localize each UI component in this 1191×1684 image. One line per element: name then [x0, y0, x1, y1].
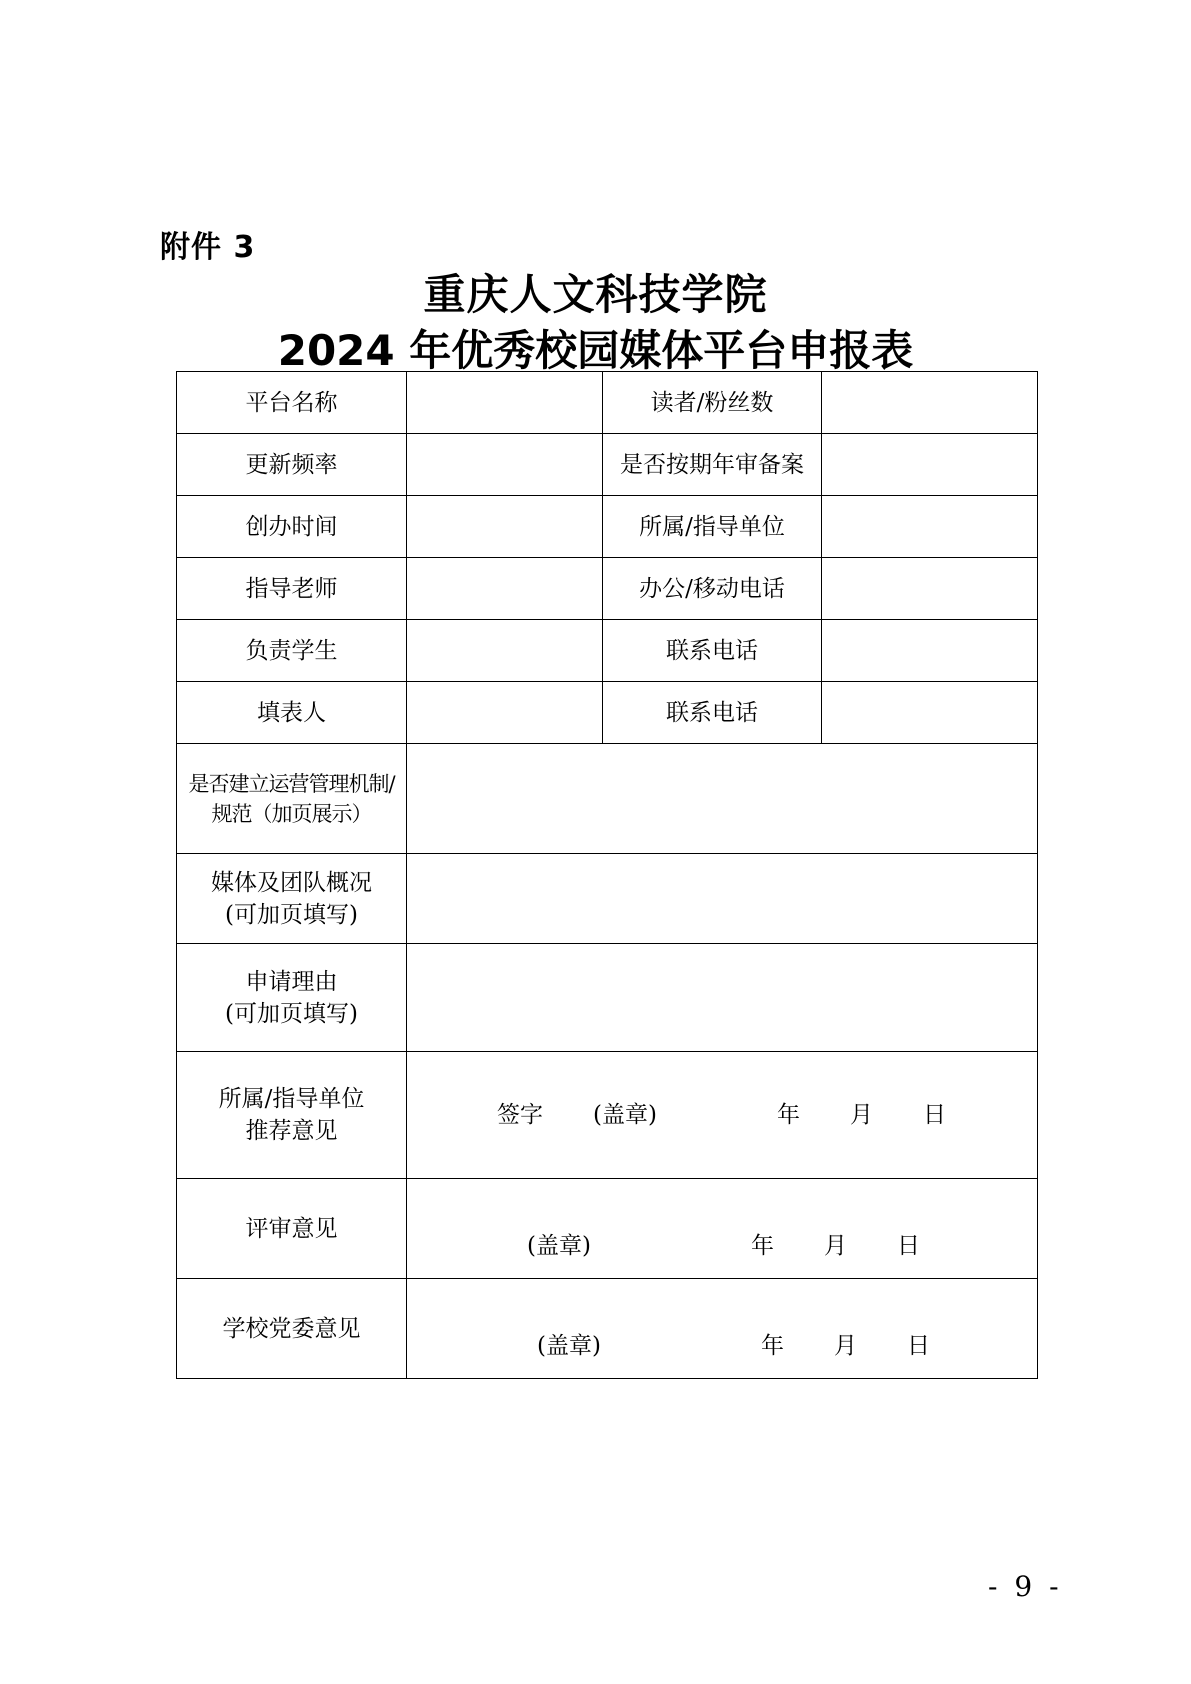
right-label: 联系电话: [603, 682, 822, 744]
unit-opinion-label: [177, 1052, 407, 1179]
mechanism-label-line1: 是否建立运营管理机制/: [188, 771, 395, 796]
reason-label-line2: (可加页填写): [225, 1000, 358, 1027]
unit-opinion-label-line2: 推荐意见: [245, 1118, 338, 1144]
party-year-label: 年: [760, 1333, 784, 1359]
left-label: 创办时间: [177, 496, 407, 558]
right-label: 办公/移动电话: [603, 558, 822, 620]
review-year-label: 年: [750, 1233, 774, 1259]
mechanism-row: [177, 744, 1038, 854]
review-month-label: 月: [823, 1233, 847, 1259]
overview-label-line1: 媒体及团队概况: [211, 869, 372, 896]
right-label: 是否按期年审备案: [603, 434, 822, 496]
unit-opinion-field[interactable]: [407, 1052, 1038, 1179]
unit-opinion-label-line1: 所属/指导单位: [218, 1086, 365, 1112]
right-value[interactable]: [822, 620, 1038, 682]
left-value[interactable]: [407, 558, 603, 620]
left-value[interactable]: [407, 496, 603, 558]
unit-seal-label: (盖章): [593, 1102, 657, 1128]
right-label: 读者/粉丝数: [603, 372, 822, 434]
mechanism-value[interactable]: [407, 744, 1038, 854]
overview-value[interactable]: [407, 854, 1038, 944]
unit-sign-label: 签字: [497, 1102, 543, 1128]
right-value[interactable]: [822, 372, 1038, 434]
reason-label: [177, 944, 407, 1052]
right-label: 所属/指导单位: [603, 496, 822, 558]
page-number: - 9 -: [988, 1570, 1063, 1603]
form-title-line1: 重庆人文科技学院: [423, 270, 768, 319]
party-seal-label: (盖章): [537, 1333, 601, 1359]
mechanism-label-line2: 规范（加页展示）: [211, 801, 372, 826]
review-opinion-field[interactable]: [407, 1179, 1038, 1279]
review-opinion-label: 评审意见: [177, 1179, 407, 1279]
left-label: 负责学生: [177, 620, 407, 682]
form-row: [177, 558, 1038, 620]
right-value[interactable]: [822, 682, 1038, 744]
party-month-label: 月: [833, 1333, 857, 1359]
reason-value[interactable]: [407, 944, 1038, 1052]
review-seal-label: (盖章): [527, 1233, 591, 1259]
left-label: 填表人: [177, 682, 407, 744]
left-label: 指导老师: [177, 558, 407, 620]
form-row: [177, 434, 1038, 496]
overview-label: [177, 854, 407, 944]
unit-day-label: 日: [922, 1102, 946, 1128]
overview-label-line2: (可加页填写): [225, 901, 358, 928]
attachment-label: 附件 3: [160, 230, 256, 265]
unit-opinion-row: [177, 1052, 1038, 1179]
party-day-label: 日: [906, 1333, 930, 1359]
party-opinion-label: 学校党委意见: [177, 1279, 407, 1379]
review-opinion-row: [177, 1179, 1038, 1279]
party-opinion-row: [177, 1279, 1038, 1379]
overview-row: [177, 854, 1038, 944]
mechanism-label: [177, 744, 407, 854]
left-value[interactable]: [407, 372, 603, 434]
form-row: [177, 620, 1038, 682]
left-label: 平台名称: [177, 372, 407, 434]
right-value[interactable]: [822, 558, 1038, 620]
party-opinion-field[interactable]: [407, 1279, 1038, 1379]
reason-row: [177, 944, 1038, 1052]
left-label: 更新频率: [177, 434, 407, 496]
left-value[interactable]: [407, 620, 603, 682]
form-row: [177, 682, 1038, 744]
reason-label-line1: 申请理由: [245, 968, 338, 995]
unit-month-label: 月: [849, 1102, 873, 1128]
right-value[interactable]: [822, 434, 1038, 496]
form-row: [177, 372, 1038, 434]
unit-year-label: 年: [776, 1102, 800, 1128]
pair-rows: [177, 372, 1038, 744]
right-value[interactable]: [822, 496, 1038, 558]
form-title-line2: 2024 年优秀校园媒体平台申报表: [277, 326, 914, 375]
right-label: 联系电话: [603, 620, 822, 682]
form-row: [177, 496, 1038, 558]
left-value[interactable]: [407, 682, 603, 744]
review-day-label: 日: [896, 1233, 920, 1259]
left-value[interactable]: [407, 434, 603, 496]
application-form-table: [176, 371, 1038, 1379]
